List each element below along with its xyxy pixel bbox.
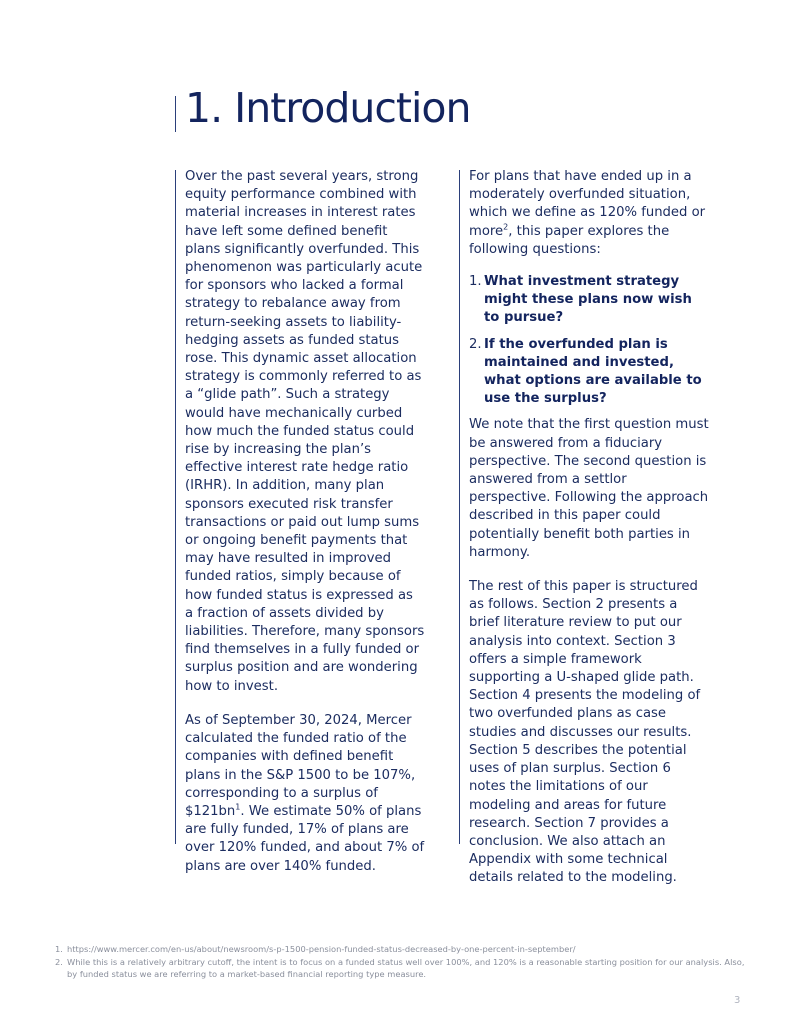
- perspective-paragraph: We note that the first question must be answered from a fiduciary perspective. The second question is answered from a settlor perspective. Following the approach described in this paper could potentially benefit both parties in harmony.: [469, 417, 709, 560]
- section-title: 1. Introduction: [185, 84, 471, 132]
- footnote-2: [55, 956, 755, 981]
- list-item: [469, 273, 711, 328]
- question-number: 1.: [469, 274, 482, 290]
- footnote-ref-1[interactable]: 1: [235, 802, 241, 812]
- funded-ratio-paragraph: [185, 712, 425, 876]
- question-text: If the overfunded plan is maintained and invested, what options are available to use the surplus?: [484, 336, 702, 407]
- overfunded-paragraph: [469, 168, 711, 259]
- footnote-link[interactable]: https://www.mercer.com/en-us/about/newsroom/s-p-1500-pension-funded-status-decreased-by-one-percent-in-september/: [67, 944, 576, 954]
- page-number: 3: [734, 995, 741, 1006]
- footnote-number: 2.: [55, 956, 63, 967]
- footnote-text: While this is a relatively arbitrary cutoff, the intent is to focus on a funded status well over 100%, and 120% is a reasonable starting position for our analysis. Also, by funded status we are referring to a market-based financial reporting type measure.: [67, 956, 745, 979]
- footnote-number: 1.: [55, 944, 63, 954]
- left-column-rule: [175, 170, 176, 844]
- footnotes: [55, 943, 755, 981]
- question-number: 2.: [469, 336, 482, 352]
- intro-paragraph: Over the past several years, strong equity performance combined with material increases in interest rates have left some defined benefit plans significantly overfunded. This phenomenon was particularly acute for sponsors who lacked a formal strategy to rebalance away from return-seeking assets to liability-hedging assets as funded status rose. This dynamic asset allocation strategy is commonly referred to as a “glide path”. Such a strategy would have mechanically curbed how much the funded status could rise by increasing the plan’s effective interest rate hedge ratio (IRHR). In addition, many plan sponsors executed risk transfer transactions or paid out lump sums or ongoing benefit payments that may have resulted in improved funded ratios, simply because of how funded status is expressed as a fraction of assets divided by liabilities. Therefore, many sponsors find themselves in a fully funded or surplus position and are wondering how to invest.: [185, 169, 425, 694]
- right-column-rule: [459, 170, 460, 844]
- footnote-1: [55, 943, 755, 956]
- question-text: What investment strategy might these plans now wish to pursue?: [484, 274, 692, 326]
- list-item: [469, 336, 711, 409]
- questions-list: [469, 273, 711, 408]
- overfunded-text: For plans that have ended up in a moderately overfunded situation, which we define as 120% funded or more: [469, 169, 706, 239]
- overfunded-text-cont: , this paper explores the following questions:: [469, 223, 670, 257]
- title-accent-rule: [175, 96, 176, 132]
- structure-paragraph: The rest of this paper is structured as follows. Section 2 presents a brief literature review to put our analysis into context. Section 3 offers a simple framework supporting a U-shaped glide path. Section 4 presents the modeling of two overfunded plans as case studies and discusses our results. Section 5 describes the potential uses of plan surplus. Section 6 notes the limitations of our modeling and areas for future research. Section 7 provides a conclusion. We also attach an Appendix with some technical details related to the modeling.: [469, 579, 701, 886]
- footnote-ref-2[interactable]: 2: [503, 222, 509, 232]
- left-column: [185, 168, 425, 892]
- funded-ratio-text-cont: . We estimate 50% of plans are fully funded, 17% of plans are over 120% funded, and about 7% of plans are over 140% funded.: [185, 803, 425, 874]
- right-column: [469, 168, 711, 904]
- funded-ratio-text: As of September 30, 2024, Mercer calculated the funded ratio of the companies with defined benefit plans in the S&P 1500 to be 107%, corresponding to a surplus of $121bn: [185, 712, 416, 819]
